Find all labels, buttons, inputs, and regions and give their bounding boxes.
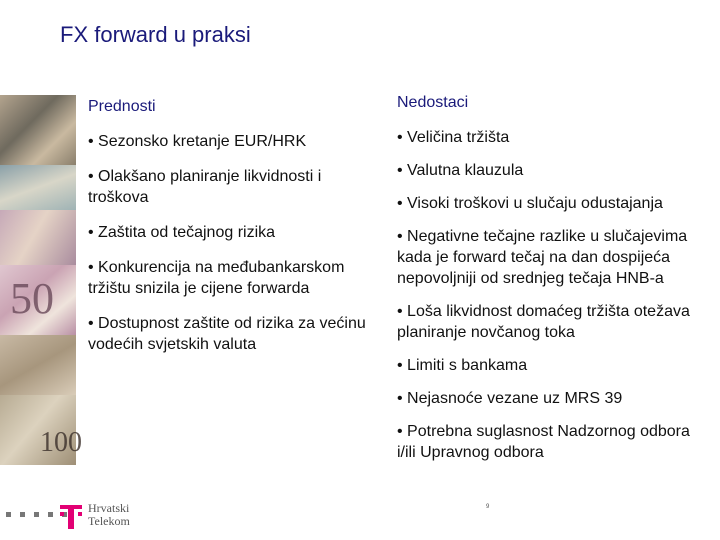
advantage-item: • Konkurencija na međubankarskom tržištu snizila je cijene forwarda (88, 259, 345, 297)
disadvantage-item: • Visoki troškovi u slučaju odustajanja (397, 195, 663, 212)
dot (6, 512, 11, 517)
disadvantage-item: • Nejasnoće vezane uz MRS 39 (397, 390, 623, 407)
slide-title: FX forward u praksi (60, 22, 251, 47)
disadvantage-item: • Potrebna suglasnost Nadzornog odbora i/ili Upravnog odbora (397, 423, 690, 461)
advantage-item: • Dostupnost zaštite od rizika za većinu vodećih svjetskih valuta (88, 315, 366, 353)
disadvantage-item: • Negativne tečajne razlike u slučajevima kada je forward tečaj na dan dospijeća nepovoljniji od srednjeg tečaja HNB-a (397, 228, 688, 287)
banknote-band (0, 335, 76, 395)
brand-line: Hrvatski (88, 501, 130, 515)
banknote-band (0, 210, 76, 265)
advantage-item: • Zaštita od tečajnog rizika (88, 224, 276, 241)
advantage-item: • Olakšano planiranje likvidnosti i troškova (88, 168, 322, 206)
footer-dots (6, 512, 67, 517)
page-number: 9 (486, 504, 490, 510)
disadvantage-item: • Valutna klauzula (397, 162, 524, 179)
disadvantages-header: Nedostaci (397, 94, 469, 111)
banknote-band (0, 95, 76, 165)
advantages-header: Prednosti (88, 98, 156, 115)
banknote-digits: 50 (10, 274, 54, 323)
disadvantages-column (397, 92, 702, 475)
dot (34, 512, 39, 517)
brand-name (88, 502, 130, 528)
dot (48, 512, 53, 517)
telekom-t-logo-icon (60, 503, 82, 529)
disadvantage-item: • Loša likvidnost domaćeg tržišta otežava planiranje novčanog toka (397, 303, 690, 341)
banknote-band (0, 165, 76, 210)
banknote-digits: 100 (40, 427, 82, 458)
disadvantage-item: • Limiti s bankama (397, 357, 528, 374)
banknote-collage-image (0, 95, 82, 465)
brand-line: Telekom (88, 514, 130, 528)
disadvantage-item: • Veličina tržišta (397, 129, 510, 146)
dot (20, 512, 25, 517)
advantage-item: • Sezonsko kretanje EUR/HRK (88, 133, 307, 150)
advantages-column (88, 92, 383, 369)
